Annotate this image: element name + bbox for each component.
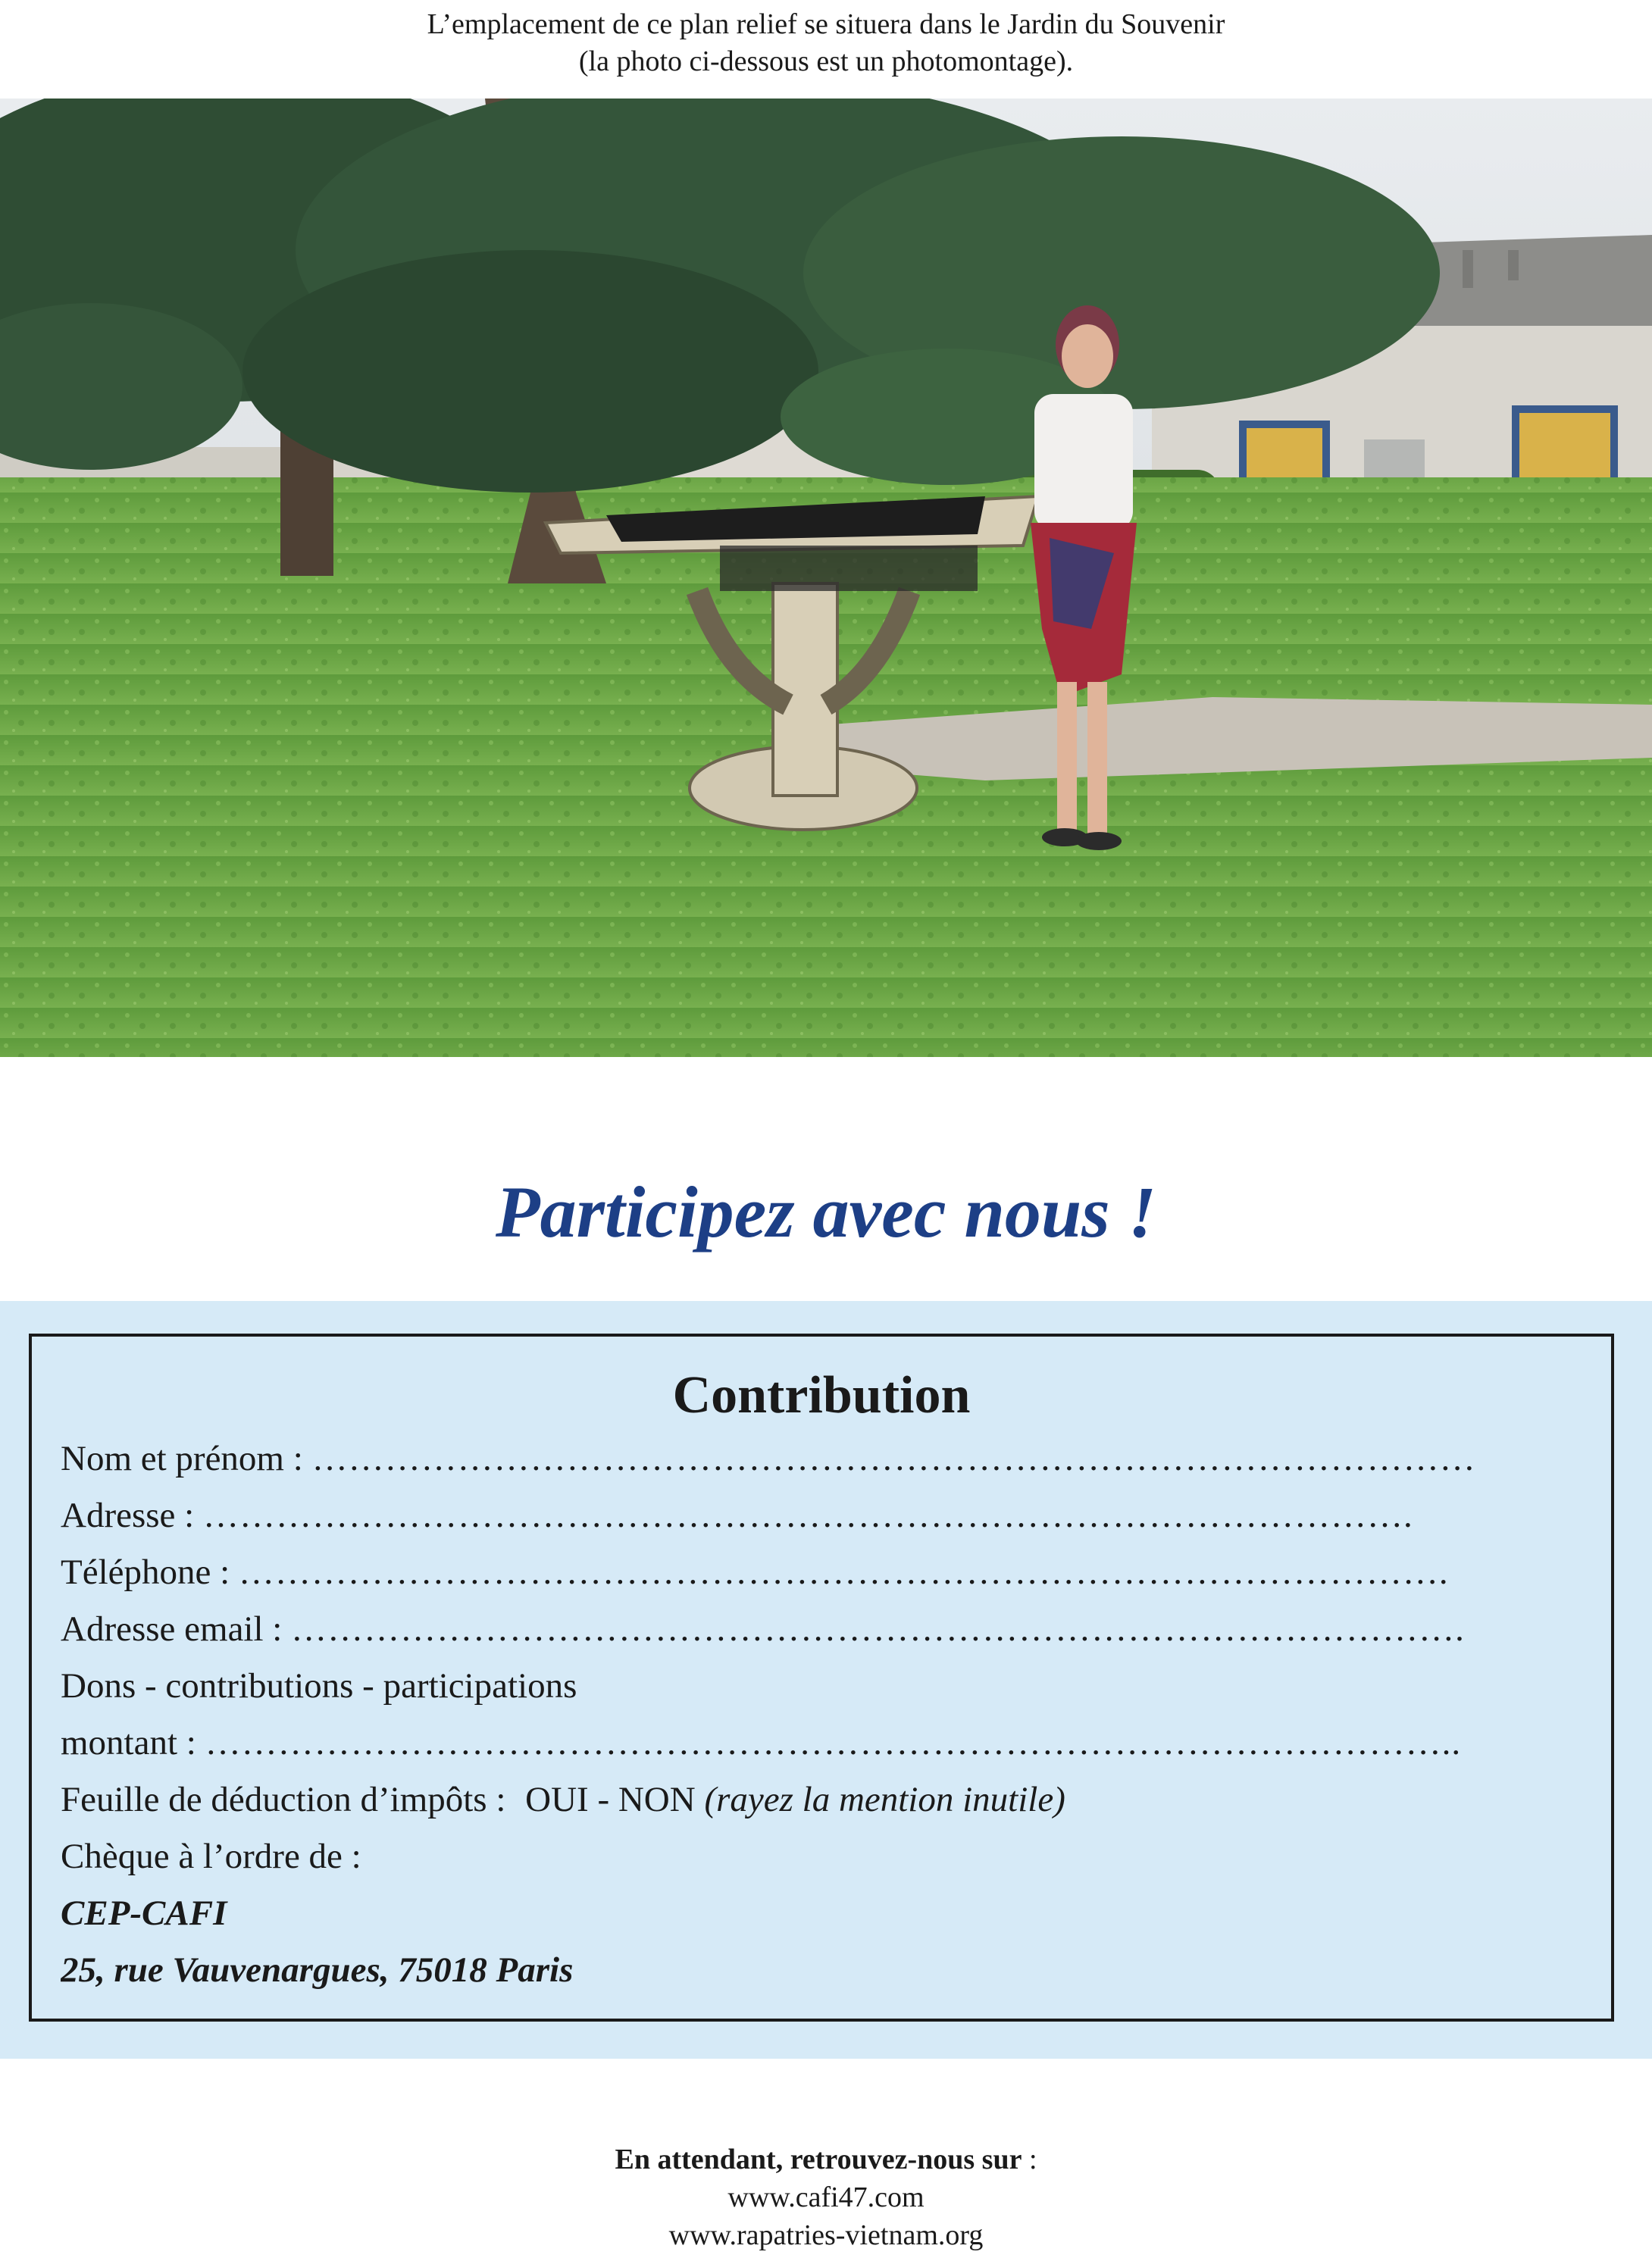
cheque-label: Chèque à l’ordre de : — [61, 1837, 361, 1876]
amount-field[interactable] — [61, 1715, 1607, 1772]
tax-label: Feuille de déduction d’impôts : — [61, 1780, 506, 1819]
phone-label: Téléphone : — [61, 1553, 230, 1592]
address-input-line[interactable]: ………………………………………………………………………………………. — [202, 1496, 1413, 1535]
tax-deduction-field[interactable] — [61, 1772, 1607, 1828]
photo-caption — [0, 6, 1652, 80]
footer-lead-bold: En attendant, retrouvez-nous sur — [615, 2144, 1022, 2175]
form-title: Contribution — [672, 1366, 971, 1425]
name-input-line[interactable]: …………………………………………………………………………………… — [311, 1439, 1476, 1478]
footer-lead-colon: : — [1022, 2144, 1037, 2175]
address-label: Adresse : — [61, 1496, 195, 1535]
email-label: Adresse email : — [61, 1609, 283, 1649]
amount-label: montant : — [61, 1723, 196, 1762]
photomontage-image — [0, 99, 1652, 1057]
tax-note: (rayez la mention inutile) — [704, 1780, 1065, 1819]
tax-options[interactable]: OUI - NON — [525, 1780, 696, 1819]
phone-field[interactable] — [61, 1544, 1607, 1601]
caption-line-1: L’emplacement de ce plan relief se situera dans le Jardin du Souvenir — [427, 8, 1225, 40]
name-field[interactable] — [61, 1431, 1607, 1487]
email-field[interactable] — [61, 1601, 1607, 1658]
website-link-cafi47[interactable]: www.cafi47.com — [727, 2181, 925, 2213]
cheque-heading — [61, 1828, 1607, 1885]
address-field[interactable] — [61, 1487, 1607, 1544]
footer — [0, 2141, 1652, 2254]
amount-input-line[interactable]: ………………………………………………………………………………………….. — [205, 1723, 1462, 1762]
website-link-rapatries[interactable]: www.rapatries-vietnam.org — [668, 2219, 984, 2251]
donation-heading — [61, 1658, 1607, 1715]
email-input-line[interactable]: ……………………………………………………………………………………. — [291, 1609, 1465, 1649]
contribution-form — [29, 1334, 1614, 2022]
payee-name: CEP-CAFI — [61, 1894, 227, 1933]
payee-address: 25, rue Vauvenargues, 75018 Paris — [61, 1950, 574, 1990]
name-label: Nom et prénom : — [61, 1439, 303, 1478]
phone-input-line[interactable]: ………………………………………………………………………………………. — [238, 1553, 1449, 1592]
caption-line-2: (la photo ci-dessous est un photomontage). — [578, 45, 1074, 77]
call-to-action-heading: Participez avec nous ! — [496, 1171, 1156, 1253]
donation-label: Dons - contributions - participations — [61, 1666, 577, 1706]
footer-lead — [0, 2141, 1652, 2178]
